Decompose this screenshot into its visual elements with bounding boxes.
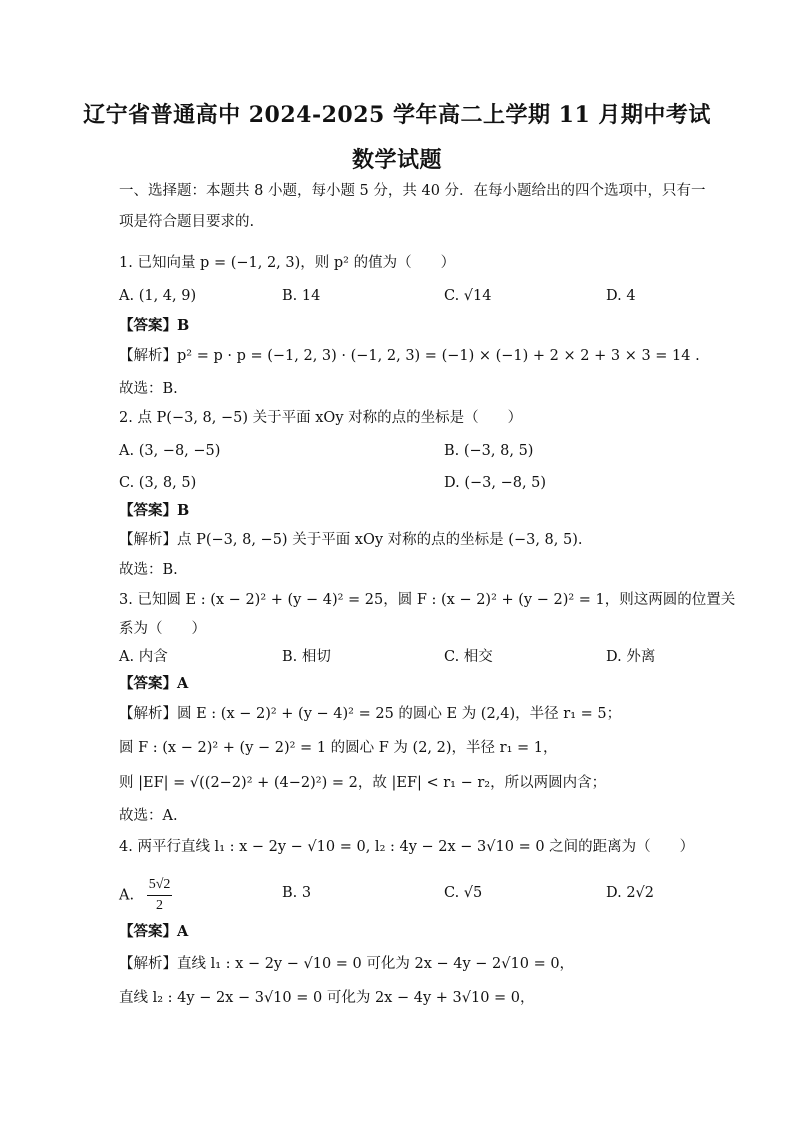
q2-answer: 【答案】B [119,502,190,519]
q1-conclusion: 故选：B. [119,381,178,397]
q2-analysis: 【解析】点 P(−3, 8, −5) 关于平面 xOy 对称的点的坐标是 (−3, 8, 5). [119,532,583,548]
q1-option-c: C. √14 [444,288,492,304]
q2-option-d: D. (−3, −8, 5) [444,475,547,491]
q3-option-b: B. 相切 [282,649,331,665]
q1-stem: 1. 已知向量 p = (−1, 2, 3)，则 p² 的值为（ ） [119,255,456,271]
q4-option-a [119,875,172,916]
q3-stem-line-2: 系为（ ） [119,621,206,637]
q3-analysis-line-1: 【解析】圆 E : (x − 2)² + (y − 4)² = 25 的圆心 E 为 (2,4)，半径 r₁ = 5； [119,706,622,722]
q3-analysis-line-3: 则 |EF| = √((2−2)² + (4−2)²) = 2，故 |EF| < r₁ − r₂，所以两圆内含； [119,775,607,791]
q3-analysis-line-2: 圆 F : (x − 2)² + (y − 2)² = 1 的圆心 F 为 (2, 2)，半径 r₁ = 1， [119,740,558,756]
q1-option-d: D. 4 [606,288,636,304]
exam-title: 辽宁省普通高中 2024-2025 学年高二上学期 11 月期中考试 [83,102,711,128]
q2-conclusion: 故选：B. [119,562,178,578]
q3-option-c: C. 相交 [444,649,493,665]
q4-analysis-line-2: 直线 l₂ : 4y − 2x − 3√10 = 0 可化为 2x − 4y + 3√10 = 0， [119,990,535,1006]
q4-option-c: C. √5 [444,885,483,901]
q4-analysis-line-1: 【解析】直线 l₁ : x − 2y − √10 = 0 可化为 2x − 4y − 2√10 = 0， [119,956,575,972]
q1-option-b: B. 14 [282,288,321,304]
q4-option-a-numerator: 5√2 [147,875,173,896]
q3-stem-line-1: 3. 已知圆 E : (x − 2)² + (y − 4)² = 25，圆 F : (x − 2)² + (y − 2)² = 1，则这两圆的位置关 [119,592,736,608]
q2-option-b: B. (−3, 8, 5) [444,443,534,459]
q4-option-a-denominator: 2 [156,898,164,913]
q4-option-a-fraction [147,875,173,916]
q3-answer: 【答案】A [119,675,189,692]
q4-option-d: D. 2√2 [606,885,655,901]
q3-option-a: A. 内含 [119,649,168,665]
q1-option-a: A. (1, 4, 9) [119,288,197,304]
q2-stem: 2. 点 P(−3, 8, −5) 关于平面 xOy 对称的点的坐标是（ ） [119,410,523,426]
q2-option-a: A. (3, −8, −5) [119,443,221,459]
q4-option-a-label: A. [119,887,135,904]
q4-option-b: B. 3 [282,885,312,901]
q4-stem: 4. 两平行直线 l₁ : x − 2y − √10 = 0, l₂ : 4y − 2x − 3√10 = 0 之间的距离为（ ） [119,839,695,855]
q1-analysis: 【解析】p² = p · p = (−1, 2, 3) · (−1, 2, 3) = (−1) × (−1) + 2 × 2 + 3 × 3 = 14 . [119,348,700,364]
q1-answer: 【答案】B [119,317,190,334]
section-intro-line-2: 项是符合题目要求的. [119,214,255,230]
exam-subtitle: 数学试题 [351,147,442,173]
q3-conclusion: 故选：A. [119,808,178,824]
section-intro-line-1: 一、选择题：本题共 8 小题，每小题 5 分，共 40 分．在每小题给出的四个选项中，只有一 [119,183,706,199]
q4-answer: 【答案】A [119,923,189,940]
q2-option-c: C. (3, 8, 5) [119,475,197,491]
q3-option-d: D. 外离 [606,649,656,665]
